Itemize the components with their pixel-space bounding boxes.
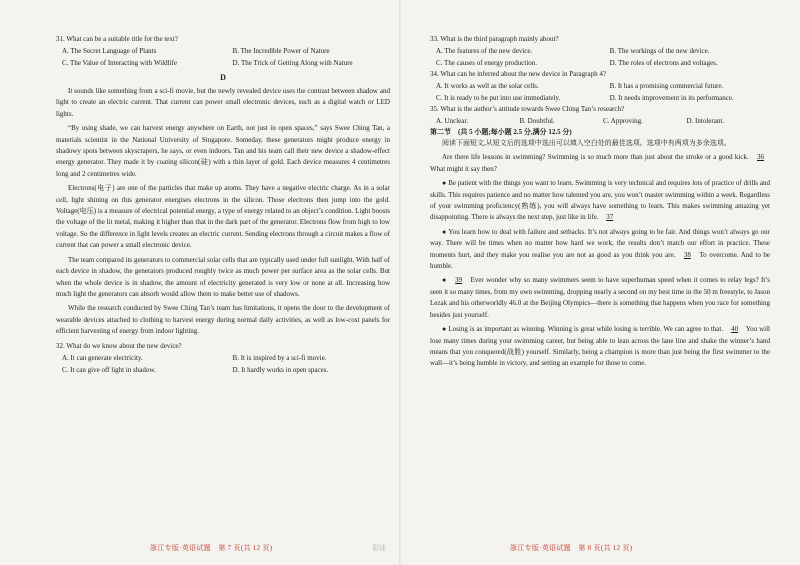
- section-d-title: D: [220, 73, 226, 82]
- passage-d-paragraph-3: Electrons(电子) are one of the particles that make up atoms. They have a negative electric charge. As in a solar cell, light shining on this generator energises electrons in the silicon. Those electrons then jump into the gold. Voltage(电压) is a measure of electrical potential energy, a type of energy related to an object’s condition. Light boosts the voltage of the lit metal, making it higher than that in the dark part of the generator. Electrons flow from high to low voltage. So the difference in light levels creates an electric current. Sending electrons through a circuit makes a flow of current that can power a small electronic device.: [56, 184, 390, 250]
- paragraph-4-text: Ever wonder why so many swimmers seem to have superhuman speed when it comes to relay legs? It’s seen it so many times, from my own swimming, dropping nearly a second on my best time in the 50 m freestyle, to Jason Lezak and his otherworldly 46.0 at the Beijing Olympics—there is something that happens when you race for something besides just yourself.: [430, 276, 770, 319]
- passage-paragraph-4: ● 39 Ever wonder why so many swimmers seem to have superhuman speed when it comes to relay legs? It’s seen it so many times, from my own swimming, dropping nearly a second on my best time in the 50 m freestyle, to Jason Lezak and his otherworldly 46.0 at the Beijing Olympics—there is something that happens when you race for something besides just yourself.: [430, 276, 770, 319]
- option-35c[interactable]: C. Approving.: [603, 117, 643, 125]
- question-32-options: [62, 352, 390, 376]
- question-31-stem: 31. What can be a suitable title for the text?: [56, 35, 178, 43]
- blank-38[interactable]: 38: [683, 250, 691, 259]
- footer-page-7: 浙江专版·英语试题 第 7 页(共 12 页): [150, 544, 273, 552]
- passage-paragraph-2: [430, 178, 770, 224]
- question-31-options: [62, 45, 390, 69]
- question-33-stem: 33. What is the third paragraph mainly about?: [430, 35, 559, 43]
- option-34a[interactable]: A. It works as well as the solar cells.: [436, 82, 539, 90]
- option-33a[interactable]: A. The features of the new device.: [436, 47, 533, 55]
- option-31d[interactable]: D. The Trick of Getting Along with Nature: [232, 59, 353, 67]
- passage-d-paragraph-4: The team compared its generators to commercial solar cells that are typically used under full sunlight. With half of each device in shadow, the generators produced roughly twice as much power per surface area as the solar cells. But when the whole device is in shadow, the amount of electricity generated is very low or none at all. Increasing how much light the generators can absorb would allow them to make better use of shadows.: [56, 255, 390, 298]
- passage-d-paragraph-2: “By using shade, we can harvest energy anywhere on Earth, not just in open spaces,” says Swee Ching Tan, a materials scientist in the National University of Singapore. Someday, these generators might produce energy in shadowy spots between skyscrapers, he says, or even indoors. Tan and his team call their new device a shadow-effect energy generator. They made it by coating silicon(硅) with a thin layer of gold. Each device measures 4 centimetres long and 2 centimetres wide.: [56, 124, 390, 178]
- question-35-stem: 35. What is the author’s attitude towards Swee Ching Tan’s research?: [430, 105, 625, 113]
- option-34b[interactable]: B. It has a promising commercial future.: [609, 82, 724, 90]
- passage-paragraph-1: [430, 152, 770, 175]
- footer-page-8: 浙江专版·英语试题 第 8 页(共 12 页): [510, 544, 633, 552]
- option-33b[interactable]: B. The workings of the new device.: [609, 47, 710, 55]
- question-34-stem: 34. What can be inferred about the new device in Paragraph 4?: [430, 70, 606, 78]
- option-32c[interactable]: C. It can give off light in shadow.: [62, 365, 156, 374]
- option-35b[interactable]: B. Doubtful.: [519, 117, 555, 125]
- passage-d-paragraph-1: It sounds like something from a sci-fi movie, but the newly revealed device uses the contrast between shadow and light to create an electric current. That current can power small electronic devices, such as a digital watch or LED lights.: [56, 87, 390, 118]
- instruction-text: 阅读下面短文,从短文后的选项中选出可以填入空白处的最佳选项。选项中有两项为多余选项。: [442, 139, 731, 147]
- question-34-options: [436, 80, 770, 104]
- option-32b[interactable]: B. It is inspired by a sci-fi movie.: [232, 353, 327, 362]
- blank-40[interactable]: 40: [731, 325, 739, 334]
- paragraph-5-tail: You will lose many times during your swimming career, but being able to lean across the lane line and shake the winner’s hand means that you conquered(战胜) yourself. Similarly, being a champion is more than just being the first swimmer to the wall—it’s being humble in victory, and setting an example for those to come.: [430, 325, 771, 368]
- paragraph-5-text: ● Losing is as important as winning. Winning is great while losing is terrible. We can agree to that.: [442, 325, 724, 334]
- paragraph-1-tail: What might it say then?: [430, 164, 497, 173]
- paragraph-1-text: Are there life lessons in swimming? Swimming is so much more than just about the stroke or a good kick.: [442, 153, 749, 162]
- passage-paragraph-3: [430, 227, 770, 273]
- question-33-options: [436, 45, 770, 69]
- paragraph-3-text: ● You learn how to deal with failure and setbacks. It’s not always going to be fair. And things won’t always go our way. There will be times when no matter how hard we work, the results don’t match our effort in practice. These moments hurt, and they make you realise you are not as good as you think you are.: [430, 227, 770, 259]
- paragraph-2-text: ● Be patient with the things you want to learn. Swimming is very technical and requires lots of practice of drills and skills. This requires patience and no matter how talented you are, you won’t master swimming within a week. Regardless of your swimming proficiency(熟练), you will always have something to learn. This makes swimming amazing yet disappointing. There is always the next step, just like in life.: [430, 179, 770, 222]
- page-8: [400, 0, 800, 565]
- option-35a[interactable]: A. Unclear.: [436, 117, 469, 125]
- option-35d[interactable]: D. Intolerant.: [686, 117, 725, 125]
- option-34c[interactable]: C. It is ready to be put into use immediately.: [436, 94, 561, 102]
- option-32a[interactable]: A. It can generate electricity.: [62, 353, 143, 362]
- option-34d[interactable]: D. It needs improvement in its performance.: [609, 94, 734, 102]
- passage-paragraph-5: [430, 324, 770, 370]
- part-two-heading: 第二节 (共 5 小题;每小题 2.5 分,满分 12.5 分): [430, 128, 572, 136]
- passage-d-paragraph-5: While the research conducted by Swee Ching Tan’s team has limitations, it opens the door to the development of wearable devices attached to clothing to harvest energy during normal daily activities, as well as low-cost panels for efficient harvesting of energy from indoor lighting.: [56, 304, 390, 336]
- paragraph-3-tail: To overcome. And to be humble.: [430, 250, 770, 271]
- blank-36[interactable]: 36: [757, 153, 764, 162]
- option-31a[interactable]: A. The Secret Language of Plants: [62, 47, 157, 55]
- blank-39[interactable]: 39: [455, 276, 463, 285]
- option-31b[interactable]: B. The Incredible Power of Nature: [232, 47, 330, 55]
- option-33c[interactable]: C. The causes of energy production.: [436, 59, 538, 67]
- question-32-stem: 32. What do we know about the new device?: [56, 341, 182, 350]
- question-35-options: [436, 115, 770, 127]
- option-33d[interactable]: D. The roles of electrons and voltages.: [609, 59, 718, 67]
- watermark-stamp: 彩洼: [372, 544, 386, 552]
- blank-37[interactable]: 37: [606, 213, 614, 222]
- option-31c[interactable]: C. The Value of Interacting with Wildlife: [62, 59, 177, 67]
- option-32d[interactable]: D. It hardly works in open spaces.: [232, 365, 329, 374]
